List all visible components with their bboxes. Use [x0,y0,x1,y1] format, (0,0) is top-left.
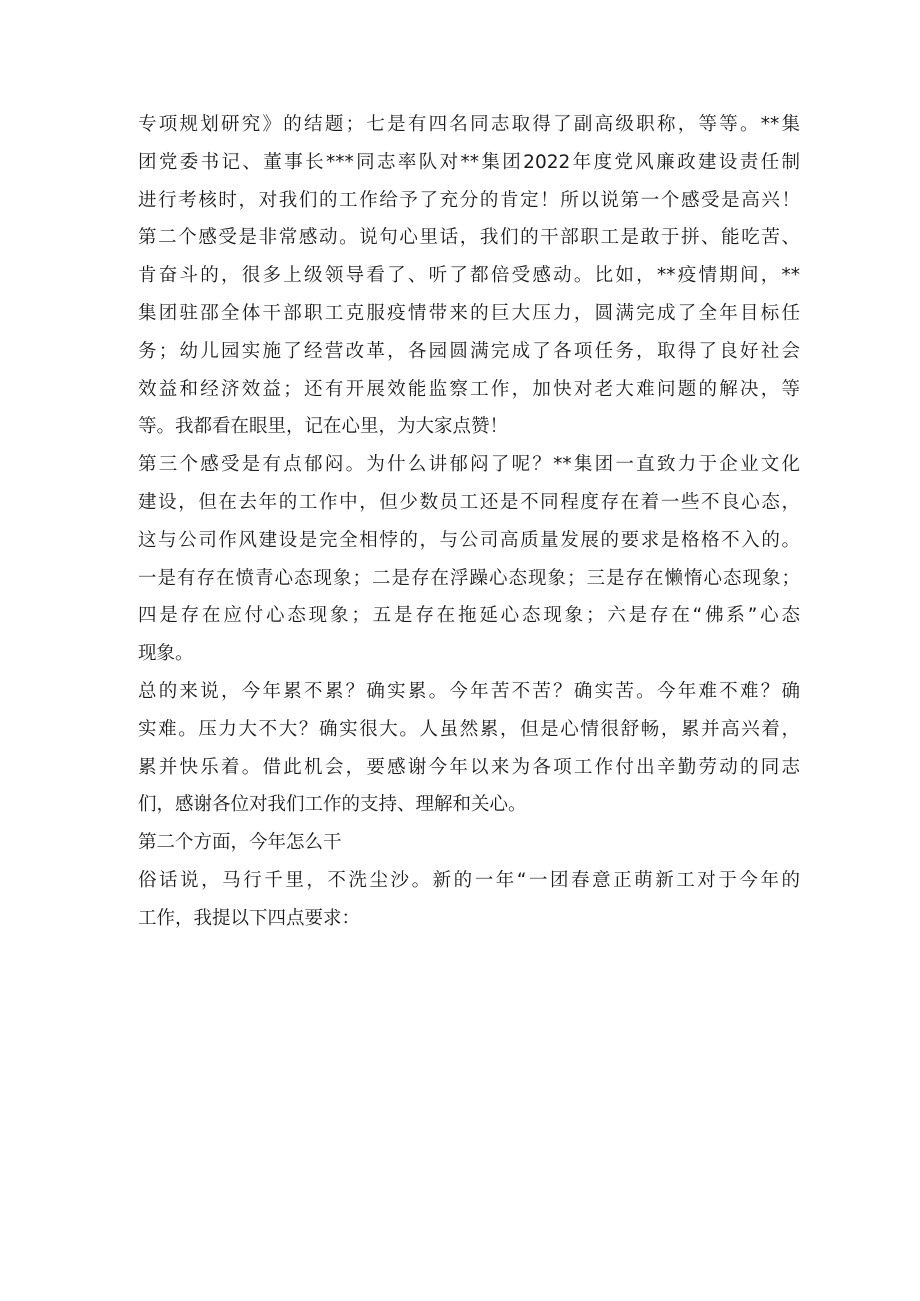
text-line: 等。我都看在眼里，记在心里，为大家点赞！ [138,416,509,438]
text-line: 团党委书记、董事长***同志率队对**集团2022年度党风廉政建设责任制 [138,151,800,173]
text-line: 工作，我提以下四点要求： [138,907,361,929]
text-line: 累并快乐着。借此机会，要感谢今年以来为各项工作付出辛勤劳动的同志 [138,756,800,778]
text-line: 这与公司作风建设是完全相悖的，与公司高质量发展的要求是格格不入的。 [138,529,800,551]
text-line: 一是有存在愤青心态现象；二是存在浮躁心态现象；三是存在懒惰心态现象； [138,567,800,589]
text-line: 总的来说，今年累不累？确实累。今年苦不苦？确实苦。今年难不难？确 [138,680,800,702]
section-heading: 第二个方面，今年怎么干 [138,832,342,854]
document-body [138,106,800,938]
text-line: 进行考核时，对我们的工作给予了充分的肯定！所以说第一个感受是高兴！ [138,189,800,211]
text-line: 俗话说，马行千里，不洗尘沙。新的一年“一团春意正萌新工对于今年的 [138,869,800,891]
text-line: 实难。压力大不大？确实很大。人虽然累，但是心情很舒畅，累并高兴着， [138,718,800,740]
text-line: 肯奋斗的，很多上级领导看了、听了都倍受感动。比如，**疫情期间，** [138,265,800,287]
text-line: 第三个感受是有点郁闷。为什么讲郁闷了呢？**集团一直致力于企业文化 [138,454,800,476]
text-line: 建设，但在去年的工作中，但少数员工还是不同程度存在着一些不良心态， [138,491,800,513]
text-line: 第二个感受是非常感动。说句心里话，我们的干部职工是敢于拼、能吃苦、 [138,227,800,249]
text-line: 们，感谢各位对我们工作的支持、理解和关心。 [138,794,527,816]
text-line: 四是存在应付心态现象；五是存在拖延心态现象；六是存在“佛系”心态 [138,605,800,627]
text-line: 效益和经济效益；还有开展效能监察工作，加快对老大难问题的解决，等 [138,378,800,400]
text-line: 现象。 [138,643,194,665]
text-line: 专项规划研究》的结题；七是有四名同志取得了副高级职称，等等。**集 [138,114,800,135]
text-line: 务；幼儿园实施了经营改革，各园圆满完成了各项任务，取得了良好社会 [138,340,800,362]
text-line: 集团驻邵全体干部职工克服疫情带来的巨大压力，圆满完成了全年目标任 [138,302,800,324]
